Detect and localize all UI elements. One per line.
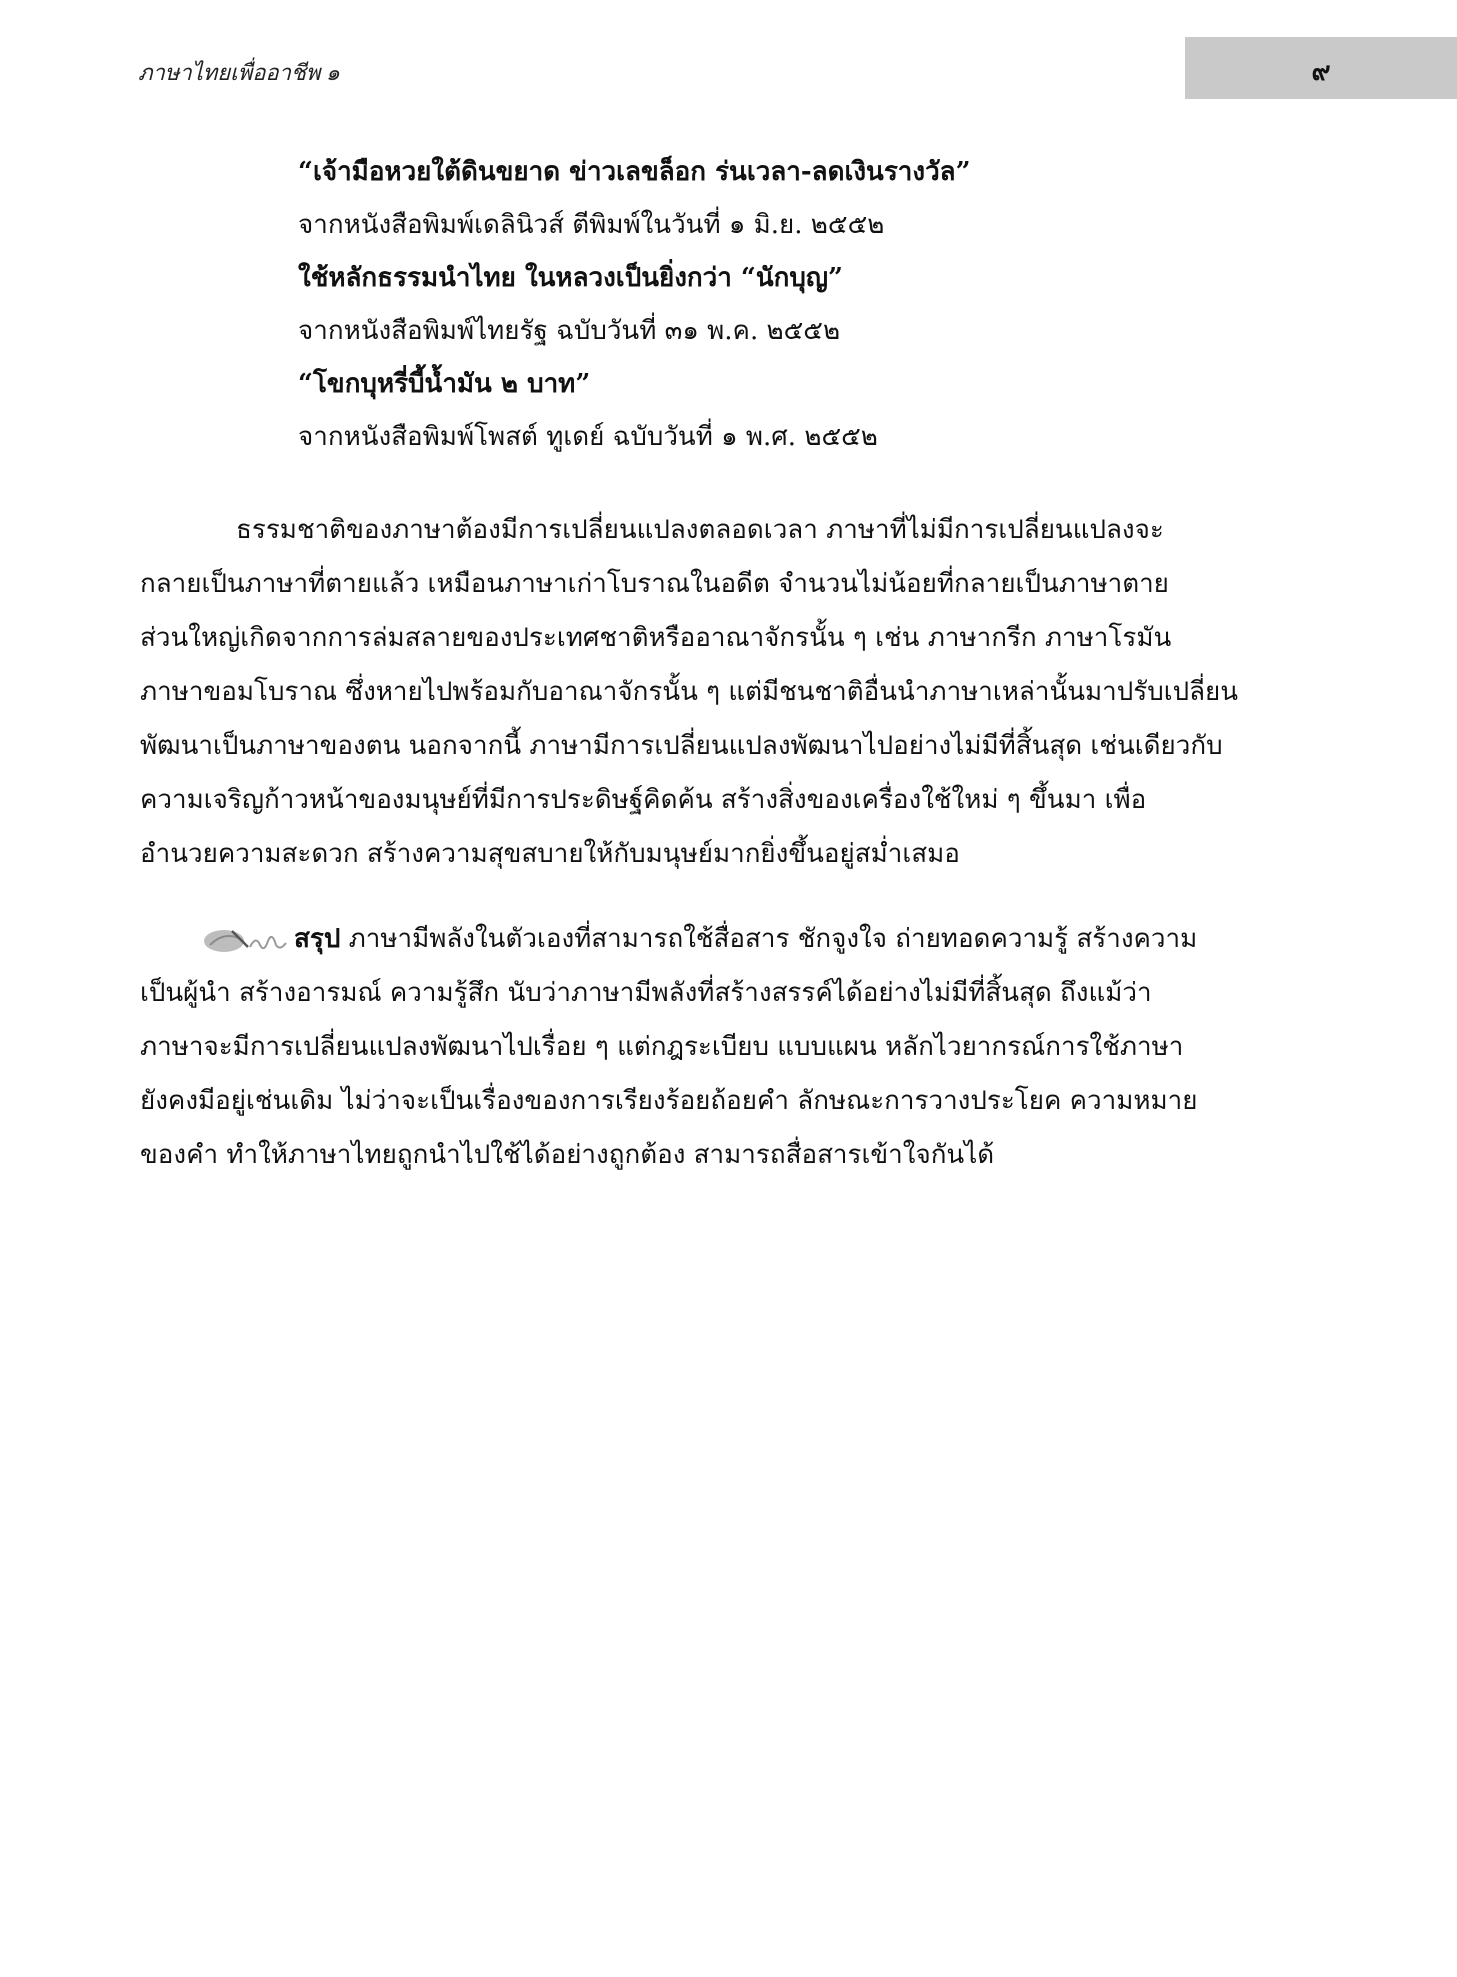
paragraph-line: ความเจริญก้าวหน้าของมนุษย์ที่มีการประดิษฐ์คิดค้น สร้างสิ่งของเครื่องใช้ใหม่ ๆ ขึ้นมา เพื่อ <box>140 785 1147 815</box>
summary-first-line-text: ภาษามีพลังในตัวเองที่สามารถใช้สื่อสาร ชักจูงใจ ถ่ายทอดความรู้ สร้างความ <box>340 924 1198 954</box>
news-source-1: จากหนังสือพิมพ์เดลินิวส์ ตีพิมพ์ในวันที่ ๑ มิ.ย. ๒๕๕๒ <box>298 210 885 240</box>
paragraph-line: ภาษาจะมีการเปลี่ยนแปลงพัฒนาไปเรื่อย ๆ แต่กฎระเบียบ แบบแผน หลักไวยากรณ์การใช้ภาษา <box>140 1032 1184 1062</box>
paragraph-line: ภาษาขอมโบราณ ซึ่งหายไปพร้อมกับอาณาจักรนั้น ๆ แต่มีชนชาติอื่นนำภาษาเหล่านั้นมาปรับเปลี่ยน <box>140 677 1239 707</box>
paragraph-line: ของคำ ทำให้ภาษาไทยถูกนำไปใช้ได้อย่างถูกต้อง สามารถสื่อสารเข้าใจกันได้ <box>140 1140 995 1170</box>
paragraph-line: ยังคงมีอยู่เช่นเดิม ไม่ว่าจะเป็นเรื่องของการเรียงร้อยถ้อยคำ ลักษณะการวางประโยค ความหมาย <box>140 1086 1198 1116</box>
paragraph-line: อำนวยความสะดวก สร้างความสุขสบายให้กับมนุษย์มากยิ่งขึ้นอยู่สม่ำเสมอ <box>140 839 960 869</box>
paragraph-line: ธรรมชาติของภาษาต้องมีการเปลี่ยนแปลงตลอดเวลา ภาษาที่ไม่มีการเปลี่ยนแปลงจะ <box>236 515 1164 545</box>
paragraph-line: เป็นผู้นำ สร้างอารมณ์ ความรู้สึก นับว่าภาษามีพลังที่สร้างสรรค์ได้อย่างไม่มีที่สิ้นสุด ถึงแม้ว่า <box>140 978 1152 1008</box>
news-headline-1: “เจ้ามือหวยใต้ดินขยาด ข่าวเลขล็อก ร่นเวลา-ลดเงินรางวัล” <box>298 157 971 187</box>
news-source-2: จากหนังสือพิมพ์ไทยรัฐ ฉบับวันที่ ๓๑ พ.ค. ๒๕๕๒ <box>298 316 841 346</box>
paragraph-line: กลายเป็นภาษาที่ตายแล้ว เหมือนภาษาเก่าโบราณในอดีต จำนวนไม่น้อยที่กลายเป็นภาษาตาย <box>140 569 1169 599</box>
running-title: ภาษาไทยเพื่ออาชีพ ๑ <box>138 60 340 85</box>
news-citations <box>298 146 1298 464</box>
writing-hand-icon <box>202 923 290 957</box>
news-headline-2: ใช้หลักธรรมนำไทย ในหลวงเป็นยิ่งกว่า “นักบุญ” <box>298 263 843 293</box>
page-number-box <box>1185 37 1457 99</box>
page-number: ๙ <box>1311 57 1331 87</box>
paragraph-summary <box>140 912 1276 1182</box>
paragraph-line: ส่วนใหญ่เกิดจากการล่มสลายของประเทศชาติหรืออาณาจักรนั้น ๆ เช่น ภาษากรีก ภาษาโรมัน <box>140 623 1172 653</box>
summary-label: สรุป <box>294 924 341 954</box>
paragraph-line: พัฒนาเป็นภาษาของตน นอกจากนี้ ภาษามีการเปลี่ยนแปลงพัฒนาไปอย่างไม่มีที่สิ้นสุด เช่นเดียวกับ <box>140 731 1223 761</box>
news-headline-3: “โขกบุหรี่บี้น้ำมัน ๒ บาท” <box>298 369 591 399</box>
summary-first-line <box>140 912 1276 966</box>
news-source-3: จากหนังสือพิมพ์โพสต์ ทูเดย์ ฉบับวันที่ ๑ พ.ศ. ๒๕๕๒ <box>298 422 878 452</box>
paragraph-language-nature <box>140 503 1276 881</box>
